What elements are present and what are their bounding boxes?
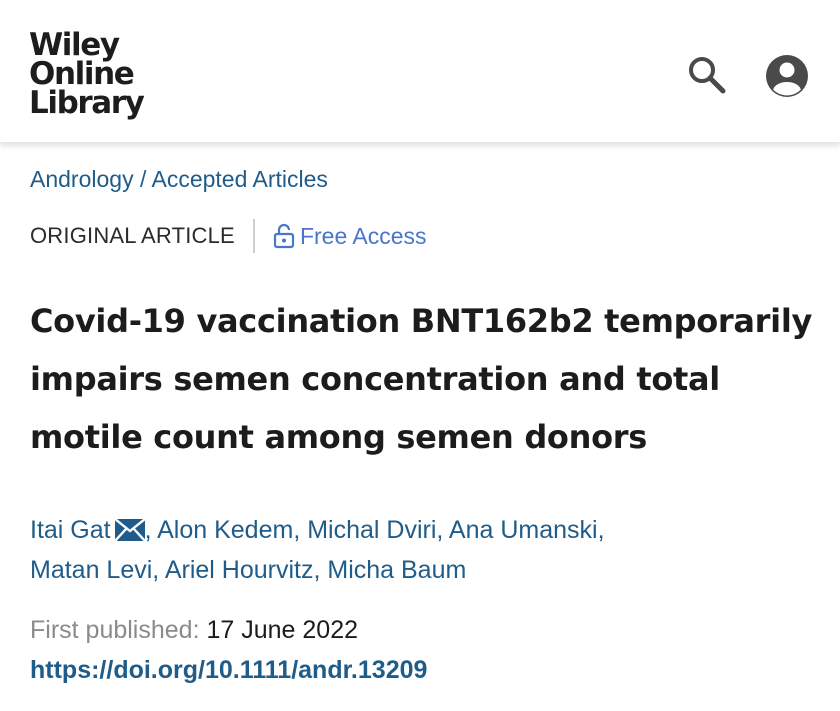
- breadcrumb-journal-link[interactable]: Andrology: [30, 166, 134, 192]
- author-separator: ,: [144, 516, 158, 544]
- doi-link[interactable]: https://doi.org/10.1111/andr.13209: [30, 656, 428, 684]
- author-link[interactable]: Ariel Hourvitz: [164, 556, 314, 584]
- published-date-value: 17 June 2022: [206, 616, 359, 644]
- author-link[interactable]: Itai Gat: [30, 516, 111, 544]
- author-link[interactable]: Matan Levi: [30, 556, 153, 584]
- author-separator: ,: [293, 516, 308, 544]
- article-type-label: ORIGINAL ARTICLE: [30, 223, 235, 248]
- search-icon: [686, 54, 728, 96]
- article-meta-row: [30, 218, 426, 254]
- meta-divider: [253, 219, 255, 253]
- published-label: First published:: [30, 616, 200, 644]
- publication-date: [30, 616, 358, 645]
- author-separator: ,: [313, 556, 328, 584]
- author-link[interactable]: Michal Dviri: [307, 516, 437, 544]
- envelope-icon[interactable]: [115, 519, 145, 541]
- title-line-2: impairs semen concentration and total: [30, 360, 720, 398]
- author-link[interactable]: Micha Baum: [327, 556, 467, 584]
- author-list: [30, 510, 820, 590]
- free-access-badge: [273, 223, 427, 250]
- free-access-label: Free Access: [299, 222, 427, 249]
- site-header: [0, 0, 840, 143]
- logo-line-2: Online: [29, 56, 134, 92]
- title-line-1: Covid-19 vaccination BNT162b2 temporarily: [30, 302, 813, 340]
- article-title: [30, 292, 820, 466]
- account-button[interactable]: [764, 53, 810, 99]
- unlock-icon: [273, 223, 295, 249]
- logo-line-3: Library: [29, 85, 144, 121]
- breadcrumb-separator: /: [133, 166, 152, 192]
- author-separator: ,: [436, 516, 449, 544]
- author-separator: ,: [597, 516, 605, 544]
- breadcrumb-section-link[interactable]: Accepted Articles: [151, 166, 328, 192]
- logo-line-1: Wiley: [29, 27, 119, 63]
- search-button[interactable]: [686, 54, 728, 96]
- author-link[interactable]: Ana Umanski: [448, 516, 598, 544]
- author-separator: ,: [152, 556, 165, 584]
- breadcrumb: [30, 166, 328, 193]
- wiley-online-library-logo[interactable]: [29, 27, 144, 121]
- author-link[interactable]: Alon Kedem: [157, 516, 294, 544]
- account-circle-icon: [764, 53, 810, 99]
- title-line-3: motile count among semen donors: [30, 418, 648, 456]
